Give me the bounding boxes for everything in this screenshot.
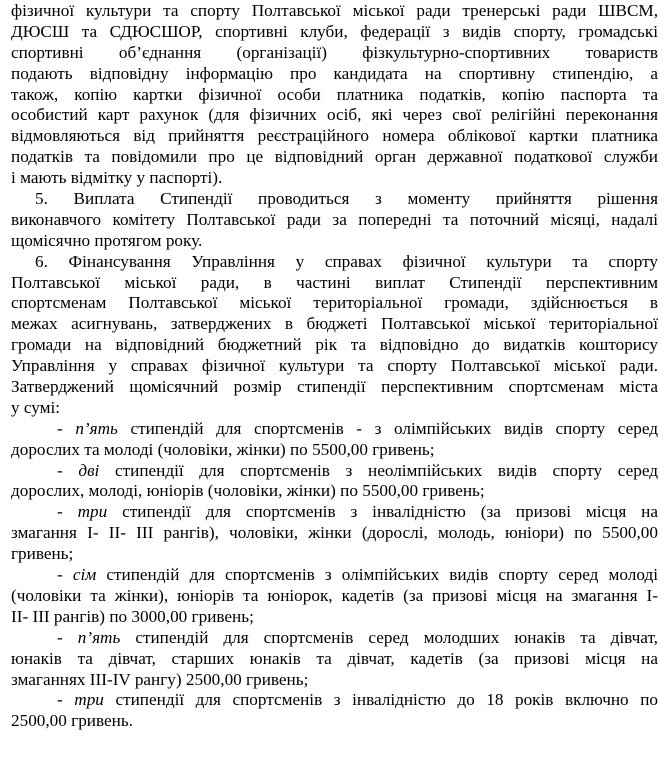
text-line: ІІ- ІІІ рангів) по 3000,00 гривень; xyxy=(11,606,254,626)
text-line: спортивні об’єднання (організації) фізкультурно-спортивних товариств xyxy=(11,42,658,62)
text-line: щомісячно протягом року. xyxy=(11,230,203,250)
text-line xyxy=(11,419,658,440)
text-line: (чоловіки та жінки), юніорів та юніорок, кадетів (за призові місця на змагання І- xyxy=(11,585,658,605)
text-line: громади на відповідний бюджетний рік та відповідно до видатків кошторису xyxy=(11,335,658,355)
text-line xyxy=(11,690,658,711)
list-dash: - xyxy=(57,502,78,522)
list-dash: - xyxy=(57,460,79,480)
text-line xyxy=(11,628,658,649)
text-line: 6. Фінансування Управління у справах фізичної культури та спорту xyxy=(35,251,658,271)
text-line: юнаків та дівчат, старших юнаків та дівчат, кадетів (за призові місця на xyxy=(11,648,658,668)
text-line: і мають відмітку у паспорті). xyxy=(11,168,223,188)
text-line xyxy=(11,461,658,482)
line-text: стипендій для спортсменів - з олімпійських видів спорту серед xyxy=(117,418,658,438)
text-line: особистий карт рахунок (для фізичних осіб, які через свої релігійні переконання xyxy=(11,105,658,125)
text-line xyxy=(11,502,658,523)
text-line: у сумі: xyxy=(11,397,61,417)
line-text: стипендії для спортсменів з інвалідністю до 18 років включно по xyxy=(103,690,658,710)
emphasized-count: дві xyxy=(78,460,100,480)
text-line: дорослих, молоді, юніорів (чоловіки, жінки) по 5500,00 гривень; xyxy=(11,481,485,501)
text-line: виконавчого комітету Полтавської ради за попередні та поточний місяці, надалі xyxy=(11,209,658,229)
text-line: податків та повідомили про це відповідний орган державної податкової служби xyxy=(11,147,658,167)
text-line: фізичної культури та спорту Полтавської міської ради тренерські ради ШВСМ, xyxy=(11,1,658,20)
line-text: стипендій для спортсменів серед молодших юнаків та дівчат, xyxy=(120,627,658,647)
text-line: гривень; xyxy=(11,544,74,564)
line-text: стипендій для спортсменів з олімпійських видів спорту серед молоді xyxy=(96,565,658,585)
text-line: відмовляються від прийняття реєстраційного номера облікової картки платника xyxy=(11,126,658,146)
text-line: Полтавської міської ради, в частині виплат Стипендії перспективним xyxy=(11,272,658,292)
emphasized-count: три xyxy=(77,502,108,522)
text-line: Затверджений щомісячний розмір стипендії перспективним спортсменам міста xyxy=(11,377,658,397)
text-line: також, копію картки фізичної особи платника податків, копію паспорта та xyxy=(11,84,658,104)
text-line: 5. Виплата Стипендії проводиться з моменту прийняття рішення xyxy=(35,189,658,209)
text-line: 2500,00 гривень. xyxy=(11,711,133,731)
text-line: межах асигнувань, затверджених в бюджеті Полтавської міської територіальної xyxy=(11,314,658,334)
text-line: спортсменам Полтавської міської територіальної громади, здійснюється в xyxy=(11,293,658,313)
text-line: подають відповідну інформацію про кандидата на спортивну стипендію, а xyxy=(11,63,658,83)
emphasized-count: п’ять xyxy=(77,627,121,647)
emphasized-count: три xyxy=(74,690,104,710)
text-line: Управління у справах фізичної культури та спорту Полтавської міської ради. xyxy=(11,356,658,376)
emphasized-count: п’ять xyxy=(75,418,118,438)
line-text: стипендії для спортсменів з неолімпійських видів спорту серед xyxy=(99,460,658,480)
list-dash: - xyxy=(57,565,73,585)
text-line xyxy=(11,565,658,586)
list-dash: - xyxy=(57,418,76,438)
text-line: ДЮСШ та СДЮСШОР, спортивні клуби, федерації з видів спорту, громадські xyxy=(11,21,658,41)
list-dash: - xyxy=(57,690,75,710)
text-line: змаганнях ІІІ-IV рангу) 2500,00 гривень; xyxy=(11,669,309,689)
text-line: дорослих та молоді (чоловіки, жінки) по 5500,00 гривень; xyxy=(11,439,435,459)
list-dash: - xyxy=(57,627,78,647)
emphasized-count: сім xyxy=(72,565,97,585)
line-text: стипендії для спортсменів з інвалідністю (за призові місця на xyxy=(107,502,658,522)
text-line: змагання І- ІІ- ІІІ рангів), чоловіки, жінки (дорослі, молодь, юніори) по 5500,00 xyxy=(11,523,658,543)
